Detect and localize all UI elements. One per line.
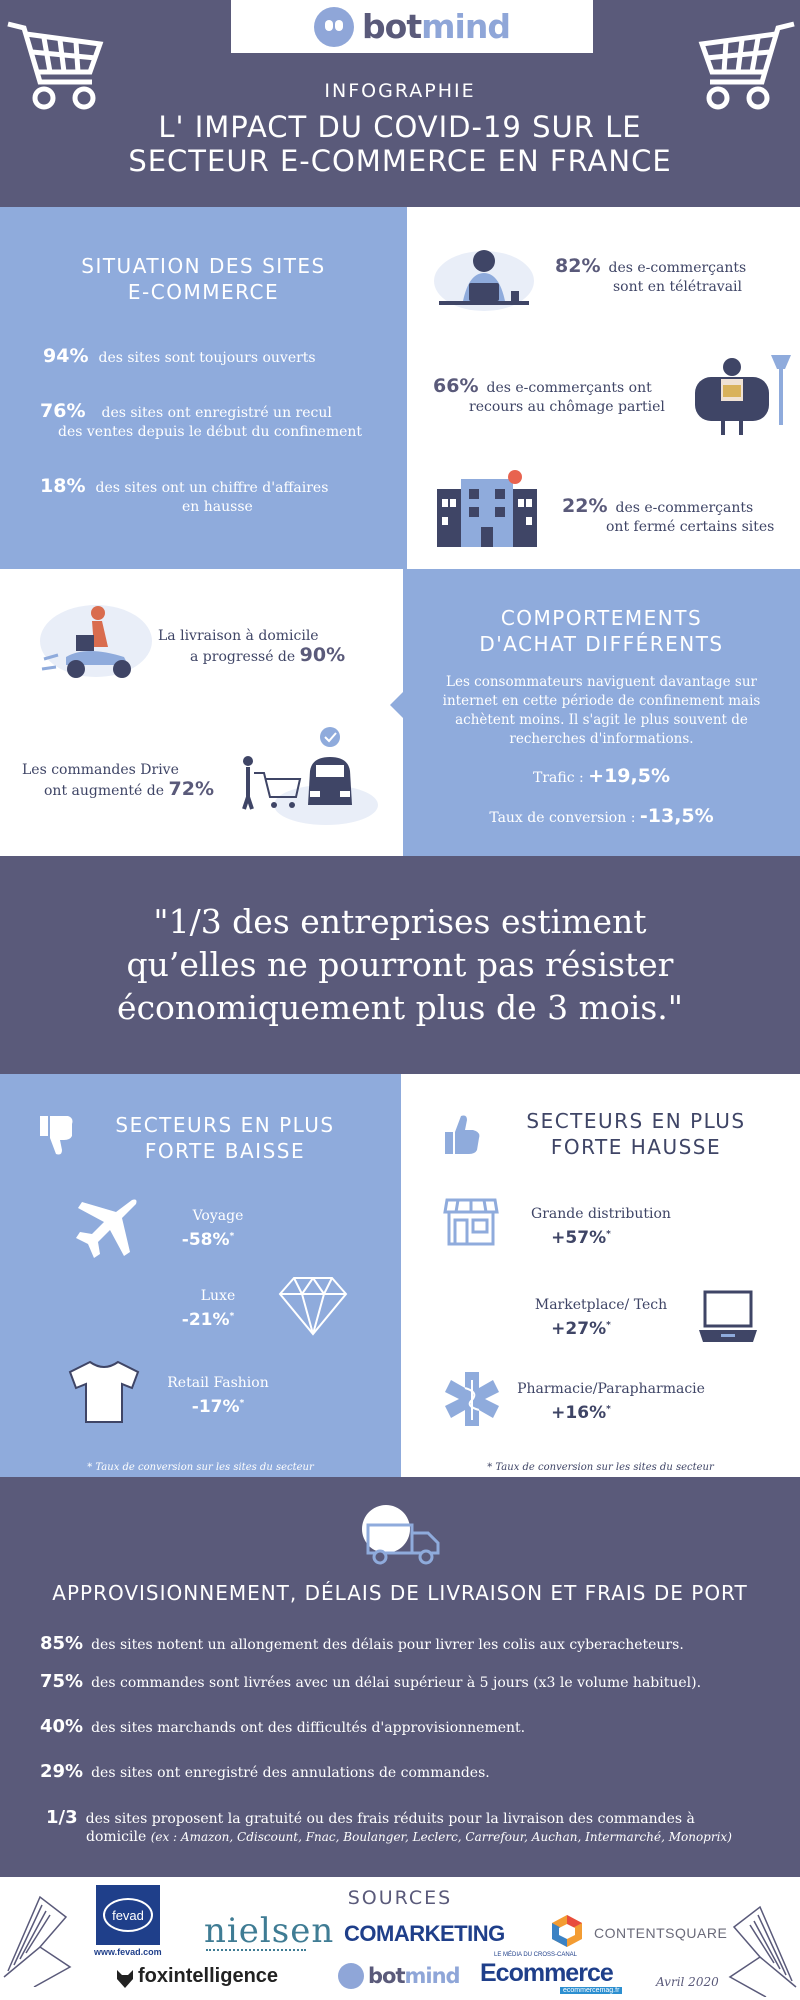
stat-home-delivery: La livraison à domicile a progressé de 90% [158,628,346,666]
fevad-logo: fevad [96,1885,160,1945]
laptop-icon [697,1290,759,1344]
sectors-growth-panel: SECTEURS EN PLUS FORTE HAUSSE Grande distribution +57%* Marketplace/ Tech +27%* Pharmacie/Parapharmacie +16%* * Taux de conversion sur les sites du secteur [401,1074,800,1477]
quote-banner [0,856,800,1074]
merchants-panel [407,207,800,569]
thumbs-down-icon [36,1112,76,1158]
foxintelligence-logo: foxintelligence [138,1965,279,1987]
botmind-source-logo: botmind [338,1963,460,1989]
armchair-person-icon [685,347,795,443]
store-icon [443,1196,499,1248]
stat-telework: 82% des e-commerçants sont en télétravail [555,255,747,295]
stat-revenue-up: 18% des sites ont un chiffre d'affaires en hausse [40,475,329,515]
publication-date: Avril 2020 [656,1975,719,1989]
scooter-delivery-icon [36,599,156,689]
diamond-icon [278,1274,348,1336]
tshirt-icon [68,1360,140,1424]
sources-footer: SOURCES fevad www.fevad.com nielsen COMARKETING CONTENTSQUARE foxintelligence botmind LE MÉDIA DU CROSS-CANAL Ecommerce ecommercemag.fr Avril 2020 [0,1877,800,2000]
supply-row: 1/3 des sites proposent la gratuité ou des frais réduits pour la livraison des commandes à domicile (ex : Amazon, Cdiscount, Fnac, Boulanger, Leclerc, Carrefour, Auchan, Intermarché, Monoprix) [46,1807,732,1845]
page-title: L' IMPACT DU COVID-19 SUR LE SECTEUR E-COMMERCE EN FRANCE [128,110,672,178]
delivery-truck-icon [356,1499,446,1571]
supply-panel [0,1477,800,1877]
conversion-stat: Taux de conversion : -13,5% [489,805,714,827]
stat-sites-open: 94% des sites sont toujours ouverts [43,345,316,367]
section-title: SECTEURS EN PLUS FORTE HAUSSE [526,1109,746,1159]
ecommerce-logo: Ecommerce [480,1959,613,1987]
footnote: * Taux de conversion sur les sites du secteur [87,1462,314,1473]
shopping-cart-icon [4,14,108,118]
airplane-icon [70,1194,142,1266]
section-title: COMPORTEMENTS D'ACHAT DIFFÉRENTS [479,606,724,656]
drive-car-icon [240,721,380,831]
section-title: APPROVISIONNEMENT, DÉLAIS DE LIVRAISON ET FRAIS DE PORT [52,1581,748,1605]
fox-icon [116,1969,134,1989]
sectors-decline-panel: SECTEURS EN PLUS FORTE BAISSE Voyage -58%* Luxe -21%* Retail Fashion -17%* * Taux de conversion sur les sites du secteur [0,1074,401,1477]
header-banner [0,0,800,207]
robot-face-icon [314,7,354,47]
thumbs-up-icon [441,1112,483,1158]
site-situation-panel [0,207,407,569]
behaviour-panel [403,569,800,856]
sources-title: SOURCES [347,1887,453,1909]
quote-text: "1/3 des entreprises estiment qu’elles ne pourront pas résister économiquement plus de 3 mois." [117,902,683,1027]
comarketing-logo: COMARKETING [344,1921,505,1946]
shopping-cart-icon [694,14,798,118]
footnote: * Taux de conversion sur les sites du secteur [487,1462,714,1473]
supply-row: 40% des sites marchands ont des difficultés d'approvisionnement. [40,1716,526,1737]
remote-worker-icon [429,243,539,315]
supply-row: 85% des sites notent un allongement des délais pour livrer les colis aux cyberacheteurs. [40,1633,684,1654]
stat-sales-decline: 76% des sites ont enregistré un recul des ventes depuis le début du confinement [40,400,363,440]
pointer-arrow [390,692,403,718]
contentsquare-logo: CONTENTSQUARE [594,1925,728,1941]
botmind-logo: botmind [231,0,593,53]
stat-drive-orders: Les commandes Drive ont augmenté de 72% [22,762,214,800]
delivery-panel [0,569,403,856]
building-closed-icon [437,469,537,549]
section-title: SITUATION DES SITES E-COMMERCE [81,254,326,304]
contentsquare-icon [550,1913,584,1949]
infographic-label: INFOGRAPHIE [324,80,476,102]
nielsen-logo: nielsen [204,1911,335,1951]
traffic-stat: Trafic : +19,5% [532,765,671,787]
stat-partial-unemployment: 66% des e-commerçants ont recours au chômage partiel [433,375,665,415]
open-book-icon [720,1897,800,1997]
section-title: SECTEURS EN PLUS FORTE BAISSE [115,1113,335,1163]
robot-face-icon [338,1963,364,1989]
medical-icon [443,1370,501,1428]
supply-row: 75% des commandes sont livrées avec un délai supérieur à 5 jours (x3 le volume habituel). [40,1671,702,1692]
supply-row: 29% des sites ont enregistré des annulations de commandes. [40,1761,490,1782]
stat-closed-sites: 22% des e-commerçants ont fermé certains sites [562,495,775,535]
behaviour-description: Les consommateurs naviguent davantage sur internet en cette période de confinement mais achètent moins. Il s'agit le plus souvent de recherches d'informations. [442,674,761,747]
